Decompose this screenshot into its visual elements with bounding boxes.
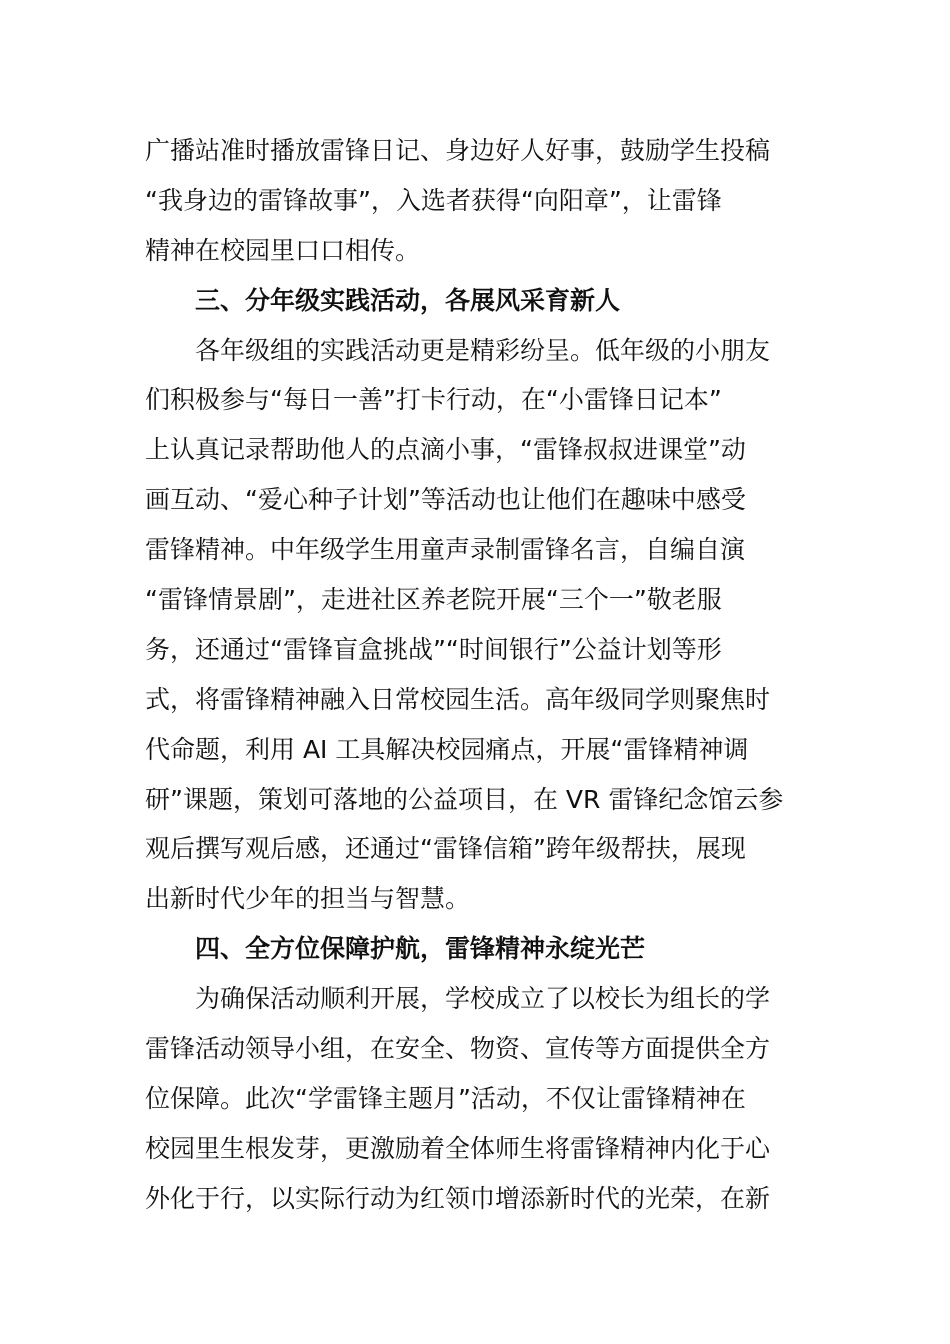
text-line: 外化于行，以实际行动为红领巾增添新时代的光荣，在新	[145, 1183, 771, 1213]
text-line: 位保障。此次“学雷锋主题月”活动，不仅让雷锋精神在	[145, 1083, 746, 1113]
section-heading-3: 三、分年级实践活动，各展风采育新人	[195, 285, 621, 315]
paragraph-start: 为确保活动顺利开展，学校成立了以校长为组长的学	[195, 984, 771, 1014]
text-line: 广播站准时播放雷锋日记、身边好人好事，鼓励学生投稿	[145, 136, 771, 165]
text-line: “我身边的雷锋故事”，入选者获得“向阳章”，让雷锋	[145, 185, 722, 215]
text-line: 校园里生根发芽，更激励着全体师生将雷锋精神内化于心	[145, 1133, 771, 1163]
text-line: 代命题，利用 AI 工具解决校园痛点，开展“雷锋精神调	[145, 734, 749, 764]
text-line: 观后撰写观后感，还通过“雷锋信箱”跨年级帮扶，展现	[145, 834, 746, 864]
text-line: 研”课题，策划可落地的公益项目，在 VR 雷锋纪念馆云参	[145, 784, 784, 814]
text-line: 精神在校园里口口相传。	[145, 235, 421, 265]
text-line: 上认真记录帮助他人的点滴小事，“雷锋叔叔进课堂”动	[145, 435, 746, 465]
text-line: 出新时代少年的担当与智慧。	[145, 884, 471, 914]
text-line: 雷锋活动领导小组，在安全、物资、宣传等方面提供全方	[145, 1034, 771, 1064]
text-line: 雷锋精神。中年级学生用童声录制雷锋名言，自编自演	[145, 535, 746, 565]
text-line: 画互动、“爱心种子计划”等活动也让他们在趣味中感受	[145, 485, 746, 515]
document-body	[145, 126, 810, 1224]
section-heading-4: 四、全方位保障护航，雷锋精神永绽光芒	[195, 934, 646, 964]
text-line: 务，还通过“雷锋盲盒挑战”“时间银行”公益计划等形	[145, 634, 722, 664]
text-line: 们积极参与“每日一善”打卡行动，在“小雷锋日记本”	[145, 385, 722, 415]
text-line: 式，将雷锋精神融入日常校园生活。高年级同学则聚焦时	[145, 684, 771, 714]
text-line: “雷锋情景剧”，走进社区养老院开展“三个一”敬老服	[145, 585, 722, 615]
paragraph-start: 各年级组的实践活动更是精彩纷呈。低年级的小朋友	[195, 335, 771, 365]
